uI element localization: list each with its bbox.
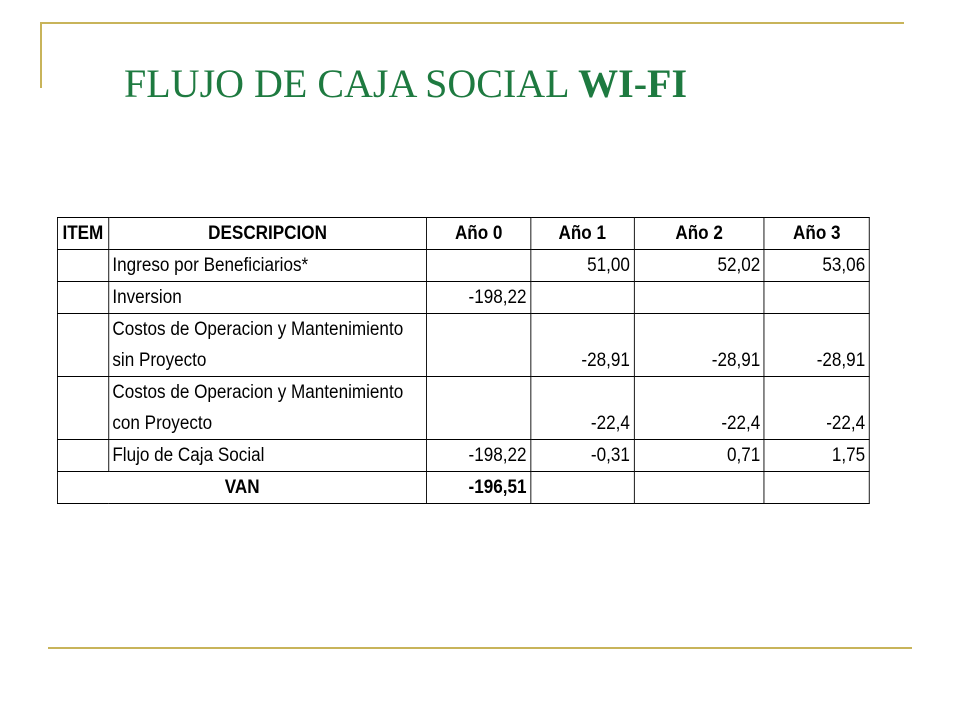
cell-anio-2: -28,91	[634, 314, 764, 377]
cell-anio-0	[427, 314, 531, 377]
cash-flow-table	[57, 217, 870, 504]
cell-anio-1: -28,91	[531, 314, 634, 377]
cell-anio-1: 51,00	[531, 250, 634, 282]
header-item: ITEM	[57, 218, 108, 250]
van-label: VAN	[57, 472, 426, 504]
cell-anio-3: -28,91	[764, 314, 869, 377]
cell-anio-2: -22,4	[634, 377, 764, 440]
cell-desc-line-1: Costos de Operacion y Mantenimiento	[112, 382, 404, 403]
cell-anio-2: 52,02	[634, 250, 764, 282]
cell-desc-line-1: Costos de Operacion y Mantenimiento	[112, 319, 404, 340]
table-row	[57, 250, 869, 282]
header-anio-0: Año 0	[427, 218, 531, 250]
header-anio-1: Año 1	[531, 218, 634, 250]
cell-item	[57, 250, 108, 282]
table-row	[57, 282, 869, 314]
cell-anio-3: -22,4	[764, 377, 869, 440]
cell-anio-3: 1,75	[764, 440, 869, 472]
header-anio-3: Año 3	[764, 218, 869, 250]
frame-left-line	[40, 22, 42, 88]
van-row	[57, 472, 869, 504]
cell-desc	[108, 314, 427, 377]
cell-item	[57, 377, 108, 440]
header-row	[57, 218, 869, 250]
van-empty-cell	[531, 472, 634, 504]
van-empty-cell	[634, 472, 764, 504]
slide-title-strong: WI-FI	[578, 61, 688, 106]
cell-desc: Flujo de Caja Social	[108, 440, 427, 472]
cell-desc: Inversion	[108, 282, 427, 314]
cell-anio-1: -0,31	[531, 440, 634, 472]
cell-anio-0: -198,22	[427, 282, 531, 314]
cell-item	[57, 440, 108, 472]
cell-anio-0: -198,22	[427, 440, 531, 472]
cell-item	[57, 282, 108, 314]
cell-desc	[108, 377, 427, 440]
cell-anio-2: 0,71	[634, 440, 764, 472]
cell-anio-0	[427, 377, 531, 440]
van-value: -196,51	[427, 472, 531, 504]
cell-anio-0	[427, 250, 531, 282]
van-empty-cell	[764, 472, 869, 504]
cell-anio-1: -22,4	[531, 377, 634, 440]
slide-title	[124, 60, 687, 107]
cell-desc-line-2: sin Proyecto	[112, 350, 207, 371]
slide-title-prefix: FLUJO DE CAJA SOCIAL	[124, 61, 579, 106]
cell-anio-2	[634, 282, 764, 314]
cell-anio-1	[531, 282, 634, 314]
frame-bottom-line	[48, 647, 912, 649]
frame-top-line	[40, 22, 904, 24]
table-row	[57, 314, 869, 377]
cell-anio-3	[764, 282, 869, 314]
cell-desc-line-2: con Proyecto	[112, 413, 213, 434]
cell-item	[57, 314, 108, 377]
table-row	[57, 377, 869, 440]
cell-anio-3: 53,06	[764, 250, 869, 282]
header-descripcion: DESCRIPCION	[108, 218, 427, 250]
header-anio-2: Año 2	[634, 218, 764, 250]
table-row	[57, 440, 869, 472]
cell-desc: Ingreso por Beneficiarios*	[108, 250, 427, 282]
